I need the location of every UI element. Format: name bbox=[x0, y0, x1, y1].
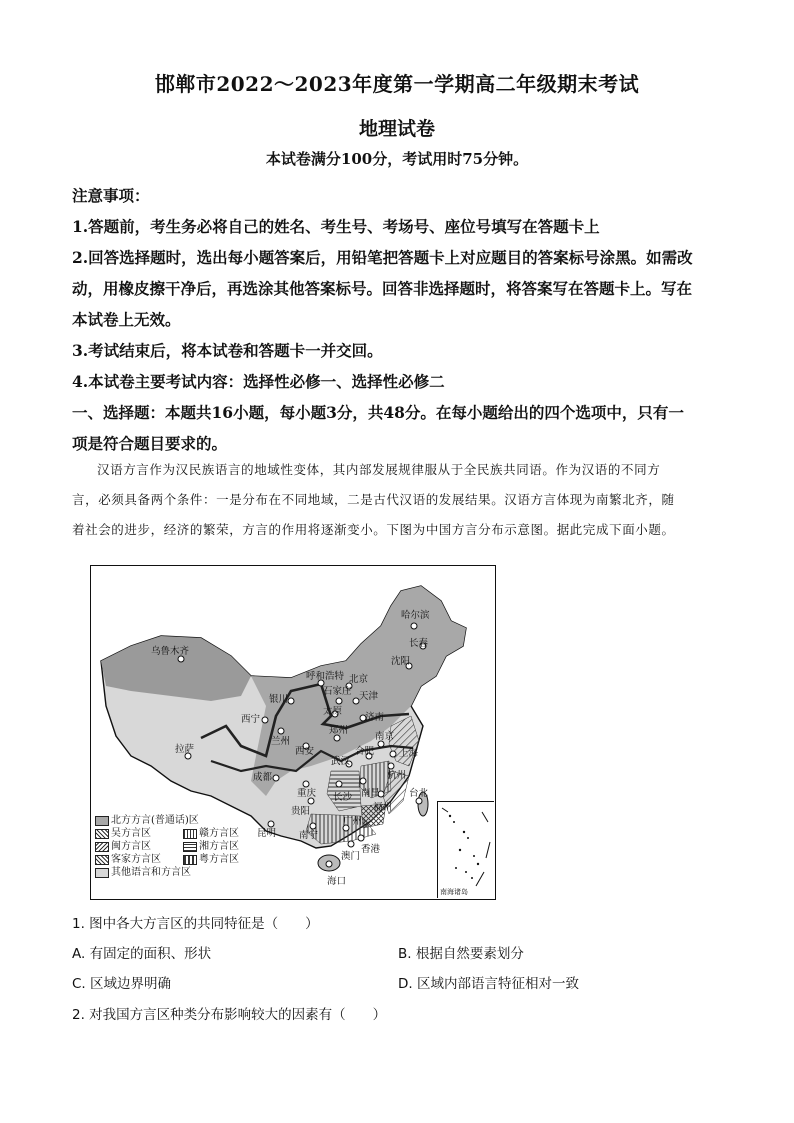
notes-item: 2.回答选择题时，选出每小题答案后，用铅笔把答题卡上对应题目的答案标号涂黑。如需改 bbox=[72, 248, 693, 267]
city-label: 昆明 bbox=[257, 828, 277, 839]
notes-heading: 注意事项： bbox=[72, 186, 150, 205]
city-label: 南昌 bbox=[361, 788, 381, 799]
question-1-option-c[interactable]: C. 区域边界明确 bbox=[72, 976, 172, 992]
reading-passage bbox=[72, 455, 722, 545]
city-label: 长春 bbox=[409, 638, 429, 649]
city-label: 杭州 bbox=[387, 770, 407, 781]
question-1-option-a[interactable]: A. 有固定的面积、形状 bbox=[72, 946, 212, 962]
legend-swatch bbox=[95, 816, 109, 826]
notes-item: 3.考试结束后，将本试卷和答题卡一并交回。 bbox=[72, 341, 383, 360]
city-label: 西宁 bbox=[241, 714, 261, 725]
city-label: 银川 bbox=[269, 694, 289, 705]
city-label: 合肥 bbox=[355, 746, 375, 757]
legend-item bbox=[95, 866, 191, 879]
city-label: 乌鲁木齐 bbox=[151, 646, 190, 657]
city-label: 太原 bbox=[323, 706, 343, 717]
question-2: 2. 对我国方言区种类分布影响较大的因素有（ ） bbox=[72, 1007, 387, 1023]
passage-line: 汉语方言作为汉民族语言的地域性变体，其内部发展规律服从于全民族共同语。作为汉语的不同方 bbox=[97, 462, 661, 477]
city-label: 台北 bbox=[409, 788, 429, 799]
notes-item: 1.答题前，考生务必将自己的姓名、考生号、考场号、座位号填写在答题卡上 bbox=[72, 217, 600, 236]
city-label: 海口 bbox=[327, 876, 347, 887]
legend-swatch bbox=[183, 842, 197, 852]
city-label: 贵阳 bbox=[291, 806, 311, 817]
exam-subject: 地理试卷 bbox=[358, 118, 435, 140]
legend-swatch bbox=[95, 842, 109, 852]
city-label: 成都 bbox=[253, 772, 273, 783]
notes-item: 本试卷上无效。 bbox=[72, 310, 181, 329]
question-1-option-d[interactable]: D. 区域内部语言特征相对一致 bbox=[398, 976, 579, 992]
legend-item bbox=[95, 814, 199, 827]
legend-swatch bbox=[95, 855, 109, 865]
legend-item bbox=[183, 827, 239, 840]
legend-swatch bbox=[95, 829, 109, 839]
legend-label: 闽方言区 bbox=[111, 841, 151, 852]
city-label: 郑州 bbox=[329, 725, 349, 736]
china-dialect-map bbox=[90, 565, 496, 900]
city-label: 兰州 bbox=[271, 736, 291, 747]
passage-line: 言，必须具备两个条件：一是分布在不同地域，二是古代汉语的发展结果。汉语方言体现为南繁北齐，随 bbox=[72, 492, 675, 507]
legend-swatch bbox=[183, 855, 197, 865]
passage-line: 着社会的进步，经济的繁荣，方言的作用将逐渐变小。下图为中国方言分布示意图。据此完成下面小题。 bbox=[72, 522, 675, 537]
city-label: 哈尔滨 bbox=[401, 610, 430, 621]
city-label: 香港 bbox=[361, 844, 381, 855]
question-1: 1. 图中各大方言区的共同特征是（ ） bbox=[72, 916, 319, 932]
city-label: 澳门 bbox=[341, 851, 361, 862]
city-label: 南京 bbox=[375, 731, 395, 742]
notes-item: 4.本试卷主要考试内容：选择性必修一、选择性必修二 bbox=[72, 372, 445, 391]
city-label: 福州 bbox=[373, 802, 393, 813]
legend-item bbox=[183, 840, 239, 853]
legend-item bbox=[95, 840, 151, 853]
legend-swatch bbox=[95, 868, 109, 878]
legend-label: 客家方言区 bbox=[111, 854, 161, 865]
city-label: 拉萨 bbox=[175, 744, 195, 755]
city-label: 济南 bbox=[365, 712, 385, 723]
city-label: 上海 bbox=[399, 748, 419, 759]
city-label: 广州 bbox=[343, 816, 363, 827]
city-label: 西安 bbox=[295, 746, 315, 757]
legend-label: 赣方言区 bbox=[199, 828, 239, 839]
exam-title: 邯郸市2022～2023年度第一学期高二年级期末考试 bbox=[154, 72, 640, 96]
city-label: 长沙 bbox=[333, 792, 353, 803]
city-label: 武汉 bbox=[331, 756, 351, 767]
legend-swatch bbox=[183, 829, 197, 839]
exam-meta: 本试卷满分100分，考试用时75分钟。 bbox=[265, 150, 529, 168]
section-heading: 一、选择题：本题共16小题，每小题3分，共48分。在每小题给出的四个选项中，只有一 bbox=[72, 403, 684, 422]
legend-label: 粤方言区 bbox=[199, 854, 239, 865]
city-label: 北京 bbox=[349, 674, 369, 685]
city-label: 石家庄 bbox=[323, 686, 352, 697]
inset-label: 南海诸岛 bbox=[440, 888, 468, 896]
city-label: 呼和浩特 bbox=[306, 671, 345, 682]
notes-section bbox=[72, 180, 722, 459]
legend-label: 北方方言(普通话)区 bbox=[111, 815, 199, 826]
map-graphic bbox=[91, 566, 495, 899]
city-label: 沈阳 bbox=[391, 656, 411, 667]
legend-item bbox=[183, 853, 239, 866]
legend-item bbox=[95, 853, 161, 866]
legend-label: 湘方言区 bbox=[199, 841, 239, 852]
notes-item: 动，用橡皮擦干净后，再选涂其他答案标号。回答非选择题时，将答案写在答题卡上。写在 bbox=[72, 279, 693, 298]
section-heading-cont: 项是符合题目要求的。 bbox=[72, 434, 228, 453]
legend-label: 吴方言区 bbox=[111, 828, 151, 839]
city-label: 南宁 bbox=[299, 830, 319, 841]
south-china-sea-inset bbox=[437, 801, 494, 898]
city-label: 重庆 bbox=[297, 788, 317, 799]
legend-item bbox=[95, 827, 151, 840]
legend-label: 其他语言和方言区 bbox=[111, 867, 191, 878]
city-label: 天津 bbox=[359, 691, 379, 702]
question-1-option-b[interactable]: B. 根据自然要素划分 bbox=[398, 946, 524, 962]
inset-graphic bbox=[438, 802, 494, 898]
